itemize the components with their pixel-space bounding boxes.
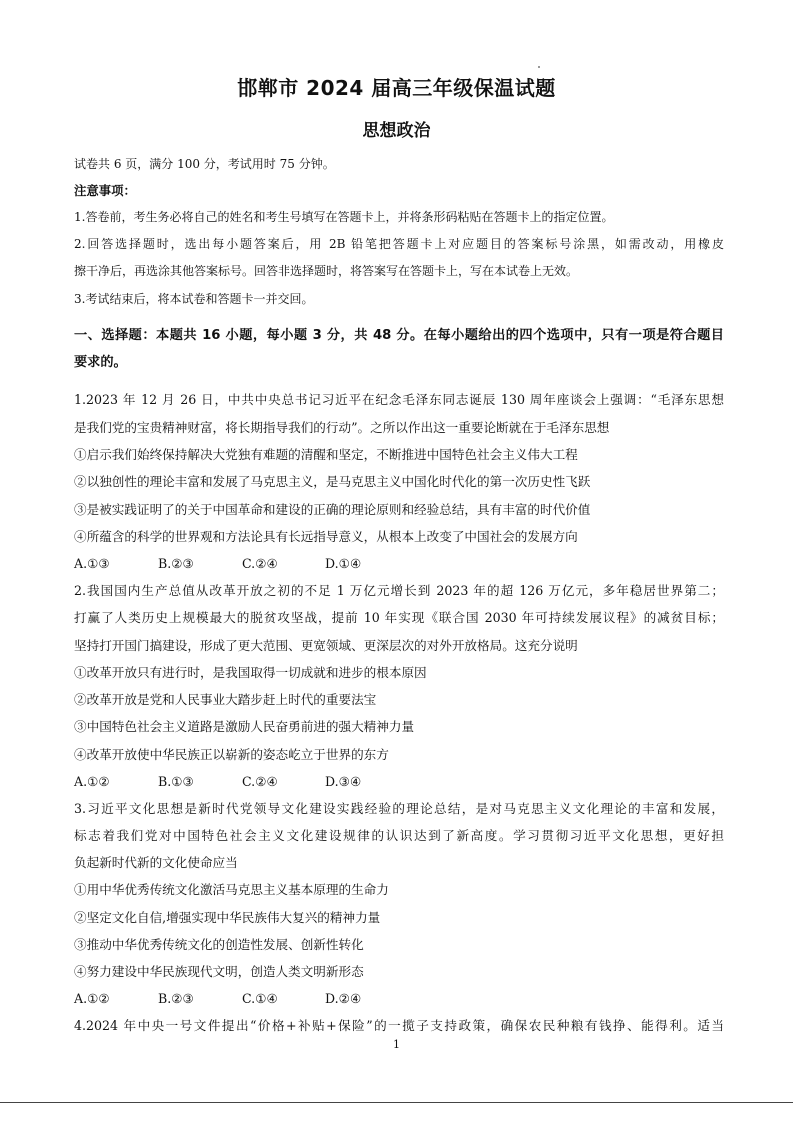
page-number: 1 (393, 1038, 400, 1051)
section-heading-line-2: 要求的。 (74, 355, 127, 370)
scan-dot (538, 66, 540, 68)
q3-option-c: C.①④ (242, 991, 278, 1006)
q3-statement-2: ②坚定文化自信,增强实现中华民族伟大复兴的精神力量 (74, 910, 381, 925)
q2-statement-4: ④改革开放使中华民族正以崭新的姿态屹立于世界的东方 (74, 747, 389, 762)
q1-option-a: A.①③ (74, 556, 110, 571)
q1-option-c: C.②④ (242, 556, 278, 571)
q2-option-c: C.②④ (242, 774, 278, 789)
q2-stem-line-2: 打赢了人类历史上规模最大的脱贫攻坚战，提前 10 年实现《联合国 2030 年可持续发展议程》的减贫目标； (74, 610, 724, 625)
note-3: 3.考试结束后，将本试卷和答题卡一并交回。 (74, 292, 314, 306)
q2-option-a: A.①② (74, 774, 110, 789)
q1-statement-2: ②以独创性的理论丰富和发展了马克思主义，是马克思主义中国化时代化的第一次历史性飞跃 (74, 474, 591, 489)
note-1: 1.答卷前，考生务必将自己的姓名和考生号填写在答题卡上，并将条形码粘贴在答题卡上的指定位置。 (74, 210, 614, 224)
q1-stem-line-1: 1.2023 年 12 月 26 日，中共中央总书记习近平在纪念毛泽东同志诞辰 130 周年座谈会上强调：“毛泽东思想 (74, 392, 724, 407)
q2-stem-line-1: 2.我国国内生产总值从改革开放之初的不足 1 万亿元增长到 2023 年的超 126 万亿元，多年稳居世界第二； (74, 583, 724, 598)
q3-stem-line-3: 负起新时代新的文化使命应当 (74, 855, 238, 870)
q1-stem-line-2: 是我们党的宝贵精神财富，将长期指导我们的行动”。之所以作出这一重要论断就在于毛泽东思想 (74, 420, 610, 435)
q3-statement-3: ③推动中华优秀传统文化的创造性发展、创新性转化 (74, 937, 364, 952)
note-2-line-1: 2.回答选择题时，选出每小题答案后，用 2B 铅笔把答题卡上对应题目的答案标号涂黑，如需改动，用橡皮 (74, 237, 724, 251)
q3-option-d: D.②④ (325, 991, 362, 1006)
q3-statement-4: ④努力建设中华民族现代文明，创造人类文明新形态 (74, 964, 364, 979)
q2-statement-1: ①改革开放只有进行时，是我国取得一切成就和进步的根本原因 (74, 665, 427, 680)
q4-stem-line-1: 4.2024 年中央一号文件提出“价格+补贴+保险”的一揽子支持政策，确保农民种粮有钱挣、能得利。适当 (74, 1018, 724, 1033)
section-heading-line-1: 一、选择题：本题共 16 小题，每小题 3 分，共 48 分。在每小题给出的四个选项中，只有一项是符合题目 (74, 328, 724, 343)
q1-statement-4: ④所蕴含的科学的世界观和方法论具有长远指导意义，从根本上改变了中国社会的发展方向 (74, 529, 578, 544)
exam-title: 邯郸市 2024 届高三年级保温试题 (237, 76, 556, 100)
q2-statement-2: ②改革开放是党和人民事业大踏步赶上时代的重要法宝 (74, 692, 377, 707)
q3-stem-line-2: 标志着我们党对中国特色社会主义文化建设规律的认识达到了新高度。学习贯彻习近平文化思想，更好担 (74, 828, 724, 843)
q3-option-b: B.②③ (158, 991, 194, 1006)
q3-option-a: A.①② (74, 991, 110, 1006)
q2-option-d: D.③④ (325, 774, 362, 789)
q1-option-d: D.①④ (325, 556, 362, 571)
notes-heading: 注意事项： (74, 183, 136, 198)
q1-statement-1: ①启示我们始终保持解决大党独有难题的清醒和坚定，不断推进中国特色社会主义伟大工程 (74, 447, 578, 462)
note-2-line-2: 擦干净后，再选涂其他答案标号。回答非选择题时，将答案写在答题卡上，写在本试卷上无效。 (74, 264, 579, 278)
q1-statement-3: ③是被实践证明了的关于中国革命和建设的正确的理论原则和经验总结，具有丰富的时代价值 (74, 502, 591, 517)
exam-info: 试卷共 6 页，满分 100 分，考试用时 75 分钟。 (74, 157, 335, 171)
subject-title: 思想政治 (362, 121, 431, 141)
q3-stem-line-1: 3.习近平文化思想是新时代党领导文化建设实践经验的理论总结，是对马克思主义文化理论的丰富和发展， (74, 801, 724, 816)
q2-option-b: B.①③ (158, 774, 194, 789)
q2-stem-line-3: 坚持打开国门搞建设，形成了更大范围、更宽领域、更深层次的对外开放格局。这充分说明 (74, 638, 578, 653)
q3-statement-1: ①用中华优秀传统文化激活马克思主义基本原理的生命力 (74, 882, 389, 897)
page-bottom-rule (0, 1102, 793, 1103)
q1-option-b: B.②③ (158, 556, 194, 571)
q2-statement-3: ③中国特色社会主义道路是激励人民奋勇前进的强大精神力量 (74, 719, 415, 734)
